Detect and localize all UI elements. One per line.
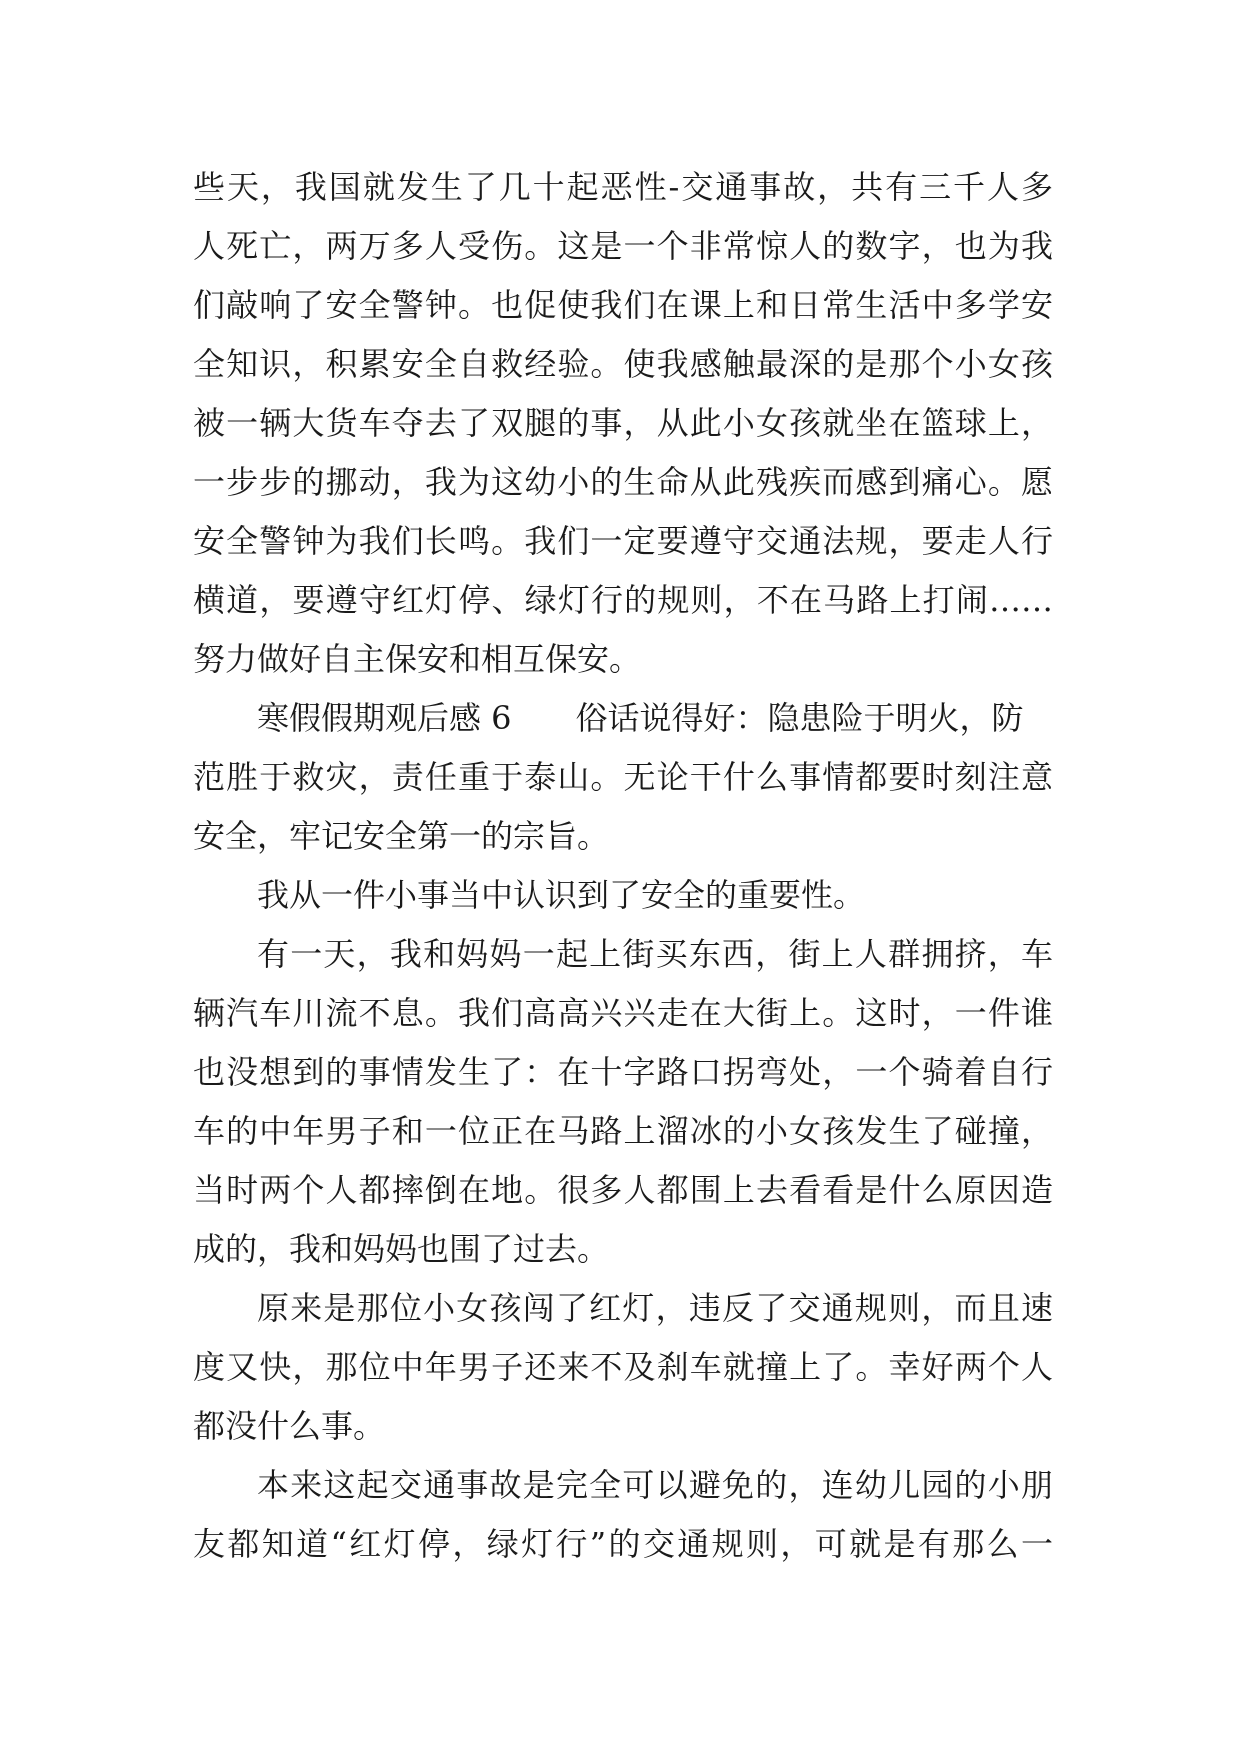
text-line: 成的，我和妈妈也围了过去。 [193,1230,610,1268]
text-line: 原来是那位小女孩闯了红灯，违反了交通规则，而且速 [257,1289,1053,1327]
text-line: 努力做好自主保安和相互保安。 [193,640,642,678]
paragraph [193,866,1053,925]
paragraph [193,158,1053,689]
text-line: 车的中年男子和一位正在马路上溜冰的小女孩发生了碰撞， [193,1112,1053,1150]
text-line: 也没想到的事情发生了：在十字路口拐弯处，一个骑着自行 [193,1053,1053,1091]
text-line: 些天，我国就发生了几十起恶性-交通事故，共有三千人多 [193,168,1053,206]
text-line: 们敲响了安全警钟。也促使我们在课上和日常生活中多学安 [193,286,1053,324]
text-line [193,689,1053,748]
text-line: 辆汽车川流不息。我们高高兴兴走在大街上。这时，一件谁 [193,994,1053,1032]
paragraph [193,1279,1053,1456]
text-line: 当时两个人都摔倒在地。很多人都围上去看看是什么原因造 [193,1171,1053,1209]
text-line: 有一天，我和妈妈一起上街买东西，街上人群拥挤，车 [257,935,1053,973]
text-line: 安全警钟为我们长鸣。我们一定要遵守交通法规，要走人行 [193,522,1053,560]
text-line: 本来这起交通事故是完全可以避免的，连幼儿园的小朋 [257,1466,1053,1504]
paragraph [193,689,1053,866]
paragraph [193,1456,1053,1574]
text-line: 人死亡，两万多人受伤。这是一个非常惊人的数字，也为我 [193,227,1053,265]
paragraph [193,925,1053,1279]
text-line: 全知识，积累安全自救经验。使我感触最深的是那个小女孩 [193,345,1053,383]
section-heading: 寒假假期观后感 6 [257,699,512,737]
text-line: 一步步的挪动，我为这幼小的生命从此残疾而感到痛心。愿 [193,463,1053,501]
text-segment: 俗话说得好：隐患险于明火，防 [575,699,1024,737]
document-body [193,158,1053,1574]
text-line: 安全，牢记安全第一的宗旨。 [193,817,610,855]
text-line: 度又快，那位中年男子还来不及刹车就撞上了。幸好两个人 [193,1348,1053,1386]
text-line: 范胜于救灾，责任重于泰山。无论干什么事情都要时刻注意 [193,758,1053,796]
text-line: 都没什么事。 [193,1407,386,1445]
text-line: 横道，要遵守红灯停、绿灯行的规则，不在马路上打闹…… [193,581,1053,619]
text-line: 我从一件小事当中认识到了安全的重要性。 [257,876,866,914]
text-line: 友都知道“红灯停，绿灯行”的交通规则，可就是有那么一 [193,1525,1053,1563]
text-line: 被一辆大货车夺去了双腿的事，从此小女孩就坐在篮球上， [193,404,1053,442]
